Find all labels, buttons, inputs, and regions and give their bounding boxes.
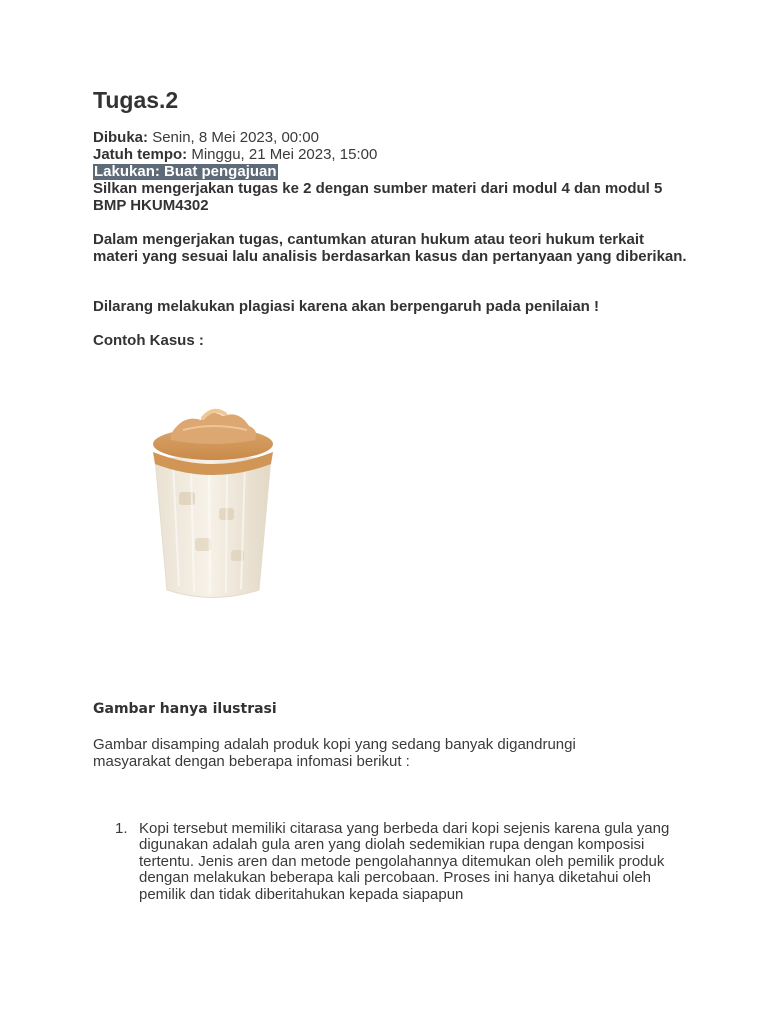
iced-coffee-cup-image [143, 400, 283, 610]
due-value: Minggu, 21 Mei 2023, 15:00 [191, 146, 378, 163]
list-item-number: 1. [115, 820, 128, 837]
list-item-text: Kopi tersebut memiliki citarasa yang berbeda dari kopi sejenis karena gula yang digunakan adalah gula aren yang diolah sedemikian rupa dengan komposisi tertentu. Jenis aren dan metode pengolahannya ditemukan oleh pemilik produk dengan melakukan beberapa kali percobaan. Proses ini hanya diketahui oleh pemilik dan tidak diberitahukan kepada siapapun [139, 820, 670, 903]
instruction-paragraph-1: Silkan mengerjakan tugas ke 2 dengan sumber materi dari modul 4 dan modul 5 BMP HKUM4302 [93, 180, 663, 214]
intro-paragraph: Gambar disamping adalah produk kopi yang sedang banyak digandrungi masyarakat dengan beberapa infomasi berikut : [93, 736, 576, 770]
action-highlight: Lakukan: Buat pengajuan [94, 163, 277, 180]
case-heading: Contoh Kasus : [93, 332, 204, 349]
opened-row [93, 129, 377, 146]
info-list [93, 821, 693, 903]
page-title: Tugas.2 [93, 87, 179, 113]
assignment-dates [93, 129, 377, 180]
due-row [93, 146, 377, 163]
list-item [93, 821, 693, 903]
instruction-paragraph-2: Dalam mengerjakan tugas, cantumkan aturan hukum atau teori hukum terkait materi yang sesuai lalu analisis berdasarkan kasus dan pertanyaan yang diberikan. [93, 231, 687, 265]
opened-value: Senin, 8 Mei 2023, 00:00 [152, 129, 319, 146]
plagiarism-warning: Dilarang melakukan plagiasi karena akan berpengaruh pada penilaian ! [93, 298, 600, 315]
illustration-caption: Gambar hanya ilustrasi [93, 701, 277, 717]
action-row [93, 163, 377, 180]
opened-label: Dibuka: [93, 129, 149, 146]
due-label: Jatuh tempo: [93, 146, 188, 163]
